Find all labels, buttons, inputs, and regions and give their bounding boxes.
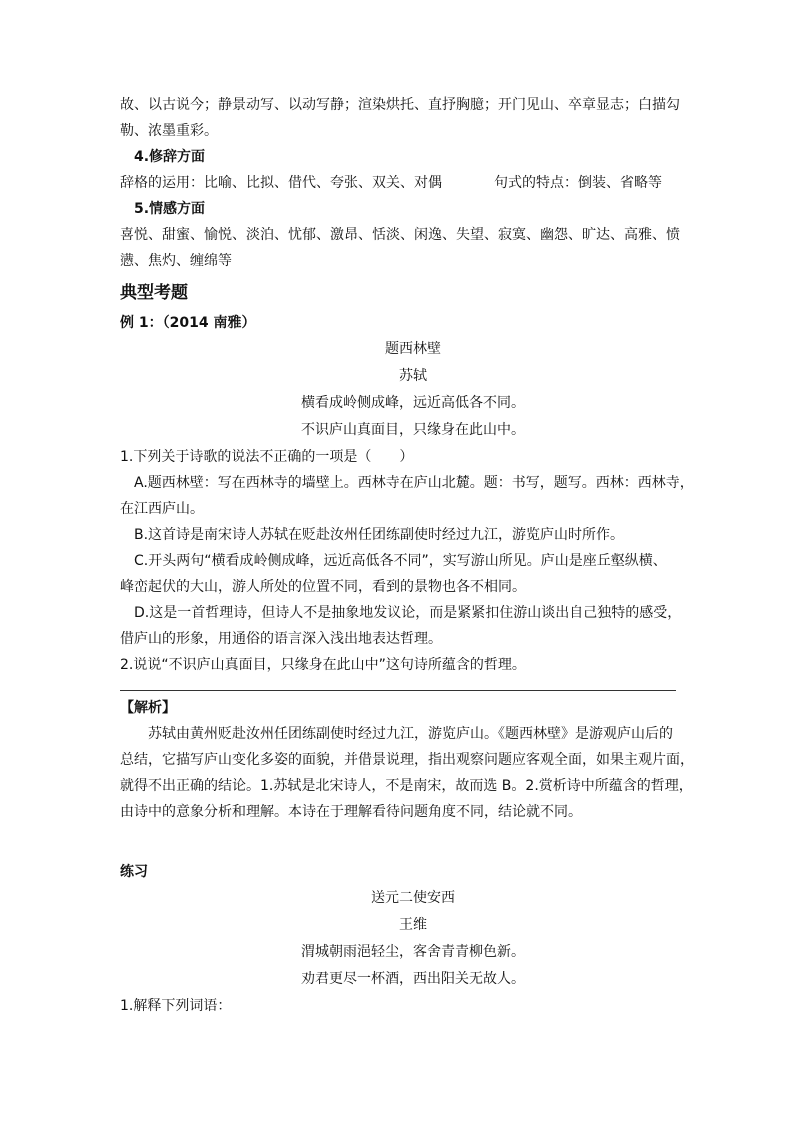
emotion-line-2: 懑、焦灼、缠绵等 [120, 253, 232, 269]
option-b: B.这首诗是南宋诗人苏轼在贬赴汝州任团练副使时经过九江，游览庐山时所作。 [134, 527, 625, 543]
intro-line-2: 勒、浓墨重彩。 [120, 123, 218, 139]
practice-poem-line-2: 劝君更尽一杯酒，西出阳关无故人。 [301, 971, 525, 987]
rhetoric-figures: 辞格的运用：比喻、比拟、借代、夸张、双关、对偶 [120, 175, 442, 191]
poem-author: 苏轼 [399, 368, 427, 384]
rhetoric-sentence: 句式的特点：倒装、省略等 [494, 175, 662, 191]
analysis-line-1: 苏轼由黄州贬赴汝州任团练副使时经过九江，游览庐山。《题西林壁》是游观庐山后的 [148, 726, 673, 742]
practice-label: 练习 [120, 864, 148, 880]
analysis-line-4: 由诗中的意象分析和理解。本诗在于理解看待问题角度不同，结论就不同。 [120, 804, 582, 820]
question-2: 2.说说“不识庐山真面目，只缘身在此山中”这句诗所蕴含的哲理。 [120, 657, 526, 673]
intro-line-1: 故、以古说今；静景动写、以动写静；渲染烘托、直抒胸臆；开门见山、卒章显志；白描勾 [120, 97, 680, 113]
option-a-line-1: A.题西林壁：写在西林寺的墙壁上。西林寺在庐山北麓。题：书写，题写。西林：西林寺， [134, 475, 694, 491]
question-1: 1.下列关于诗歌的说法不正确的一项是（ ） [120, 449, 414, 465]
option-c-line-1: C.开头两句“横看成岭侧成峰，远近高低各不同”，实写游山所见。庐山是座丘壑纵横、 [134, 553, 667, 569]
example-label: 例 1：（2014 南雅） [120, 315, 256, 331]
poem-line-2: 不识庐山真面目，只缘身在此山中。 [301, 422, 525, 438]
practice-question-1: 1.解释下列词语： [120, 998, 232, 1014]
rhetoric-heading: 4.修辞方面 [134, 149, 206, 165]
rhetoric-text [120, 170, 676, 196]
option-d-line-1: D.这是一首哲理诗，但诗人不是抽象地发议论，而是紧紧扣住游山谈出自己独特的感受， [134, 605, 682, 621]
analysis-line-2: 总结，它描写庐山变化多姿的面貌，并借景说理，指出观察问题应客观全面，如果主观片面， [120, 752, 694, 768]
divider [120, 690, 676, 691]
option-a-line-2: 在江西庐山。 [120, 501, 204, 517]
poem-title: 题西林壁 [385, 341, 441, 357]
analysis-label: 【解析】 [120, 700, 176, 716]
option-c-line-2: 峰峦起伏的大山，游人所处的位置不同，看到的景物也各不相同。 [120, 579, 526, 595]
section-title: 典型考题 [120, 283, 188, 303]
poem-line-1: 横看成岭侧成峰，远近高低各不同。 [301, 395, 525, 411]
emotion-heading: 5.情感方面 [134, 201, 206, 217]
document-page [120, 92, 694, 1019]
practice-poem-author: 王维 [399, 917, 427, 933]
option-d-line-2: 借庐山的形象，用通俗的语言深入浅出地表达哲理。 [120, 631, 442, 647]
analysis-line-3: 就得不出正确的结论。1.苏轼是北宋诗人，不是南宋，故而选 B。2.赏析诗中所蕴含的哲理， [120, 778, 693, 794]
practice-poem-line-1: 渭城朝雨浥轻尘，客舍青青柳色新。 [301, 944, 525, 960]
emotion-line-1: 喜悦、甜蜜、愉悦、淡泊、忧郁、激昂、恬淡、闲逸、失望、寂寞、幽怨、旷达、高雅、愤 [120, 227, 680, 243]
practice-poem-title: 送元二使安西 [371, 890, 455, 906]
